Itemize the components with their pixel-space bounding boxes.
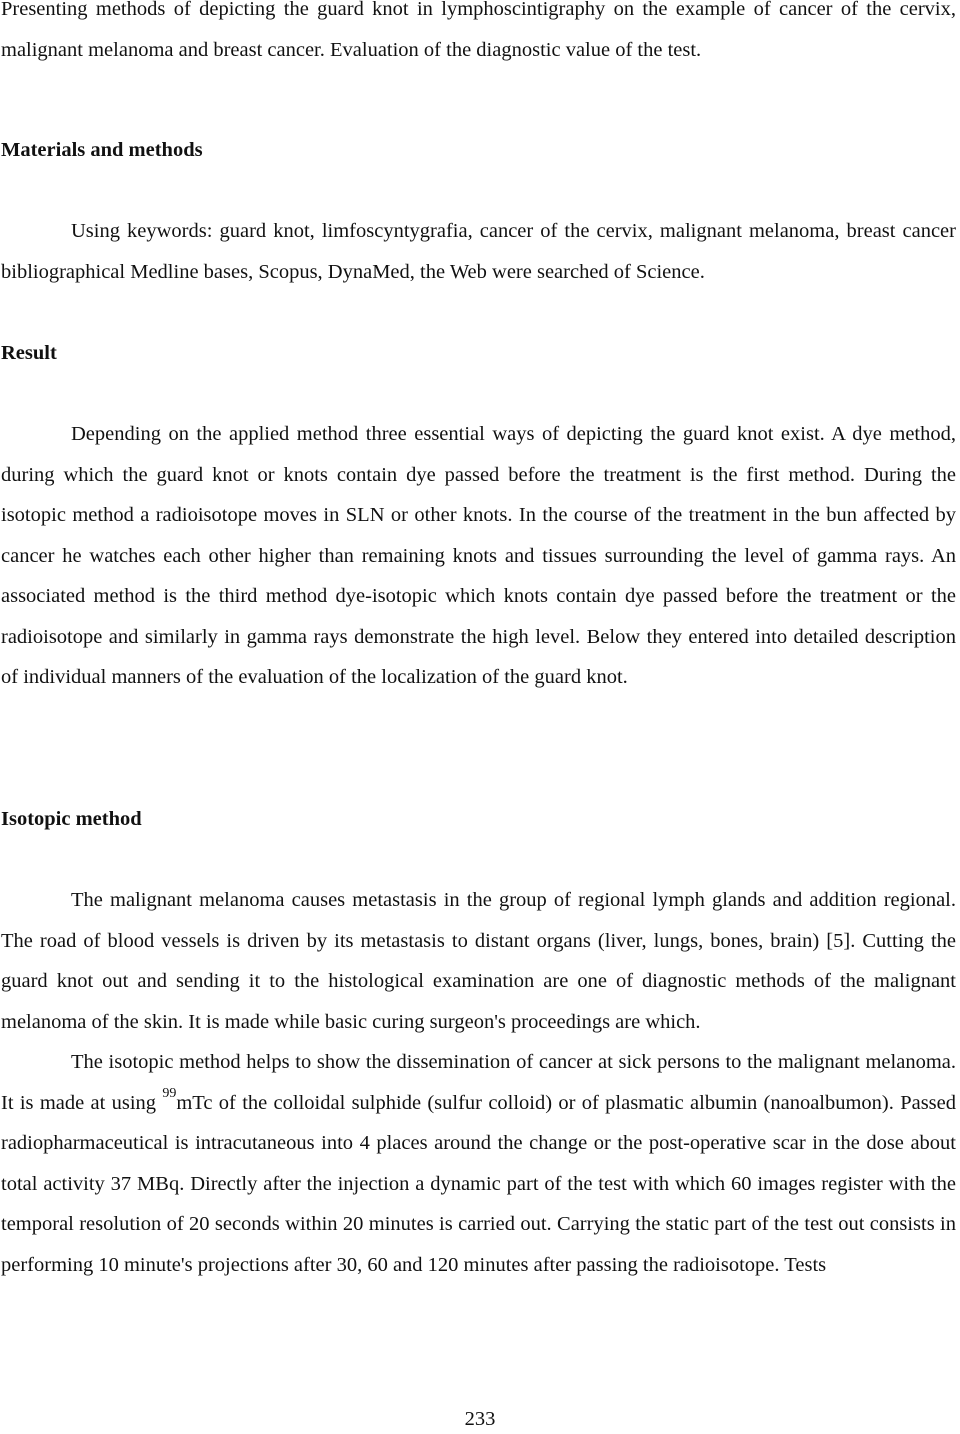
intro-section [1,0,956,70]
isotope-mass-number: 99 [162,1085,177,1101]
result-heading-block [1,333,956,374]
isotopic-heading-block [1,799,956,840]
page-number: 233 [464,1408,496,1430]
isotopic-heading: Isotopic method [1,808,142,830]
result-heading: Result [1,342,57,364]
isotopic-paragraph-2-rest: mTc of the colloidal sulphide (sulfur colloid) or of plasmatic albumin (nanoalbumon). Passed radiopharmaceutical is intracutaneous into 4 places around the change or the post-operative scar in the dose about total activity 37 MBq. Directly after the injection a dynamic part of the test with which 60 images register with the temporal resolution of 20 seconds within 20 minutes is carried out. Carrying the static part of the test out consists in performing 10 minute's projections after 30, 60 and 120 minutes after passing the radioisotope. Tests [1,1091,957,1276]
materials-section [1,211,956,292]
materials-paragraph: Using keywords: guard knot, limfoscyntygrafia, cancer of the cervix, malignant melanoma, breast cancer bibliographical Medline bases, Scopus, DynaMed, the Web were searched of Science. [1,220,956,283]
intro-paragraph: Presenting methods of depicting the guard knot in lymphoscintigraphy on the example of cancer of the cervix, malignant melanoma and breast cancer. Evaluation of the diagnostic value of the test. [1,0,956,61]
materials-heading-block [1,130,956,171]
result-section [1,414,956,698]
isotopic-paragraph-2-start: The isotopic method helps to show the dissemination of cancer at sick persons to the malignant melanoma. It is made at using [1,1051,956,1114]
materials-heading: Materials and methods [1,139,203,161]
isotopic-paragraph-2 [1,1042,956,1285]
isotopic-section [1,880,956,1285]
result-paragraph: Depending on the applied method three essential ways of depicting the guard knot exist. A dye method, during which the guard knot or knots contain dye passed before the treatment is the first method. During the isotopic method a radioisotope moves in SLN or other knots. In the course of the treatment in the bun affected by cancer he watches each other higher than remaining knots and tissues surrounding the level of gamma rays. An associated method is the third method dye-isotopic which knots contain dye passed before the treatment or the radioisotope and similarly in gamma rays demonstrate the high level. Below they entered into detailed description of individual manners of the evaluation of the localization of the guard knot. [1,423,956,688]
isotopic-paragraph-1: The malignant melanoma causes metastasis in the group of regional lymph glands and addition regional. The road of blood vessels is driven by its metastasis to distant organs (liver, lungs, bones, brain) [5]. Cutting the guard knot out and sending it to the histological examination are one of diagnostic methods of the malignant melanoma of the skin. It is made while basic curing surgeon's proceedings are which. [1,889,956,1033]
